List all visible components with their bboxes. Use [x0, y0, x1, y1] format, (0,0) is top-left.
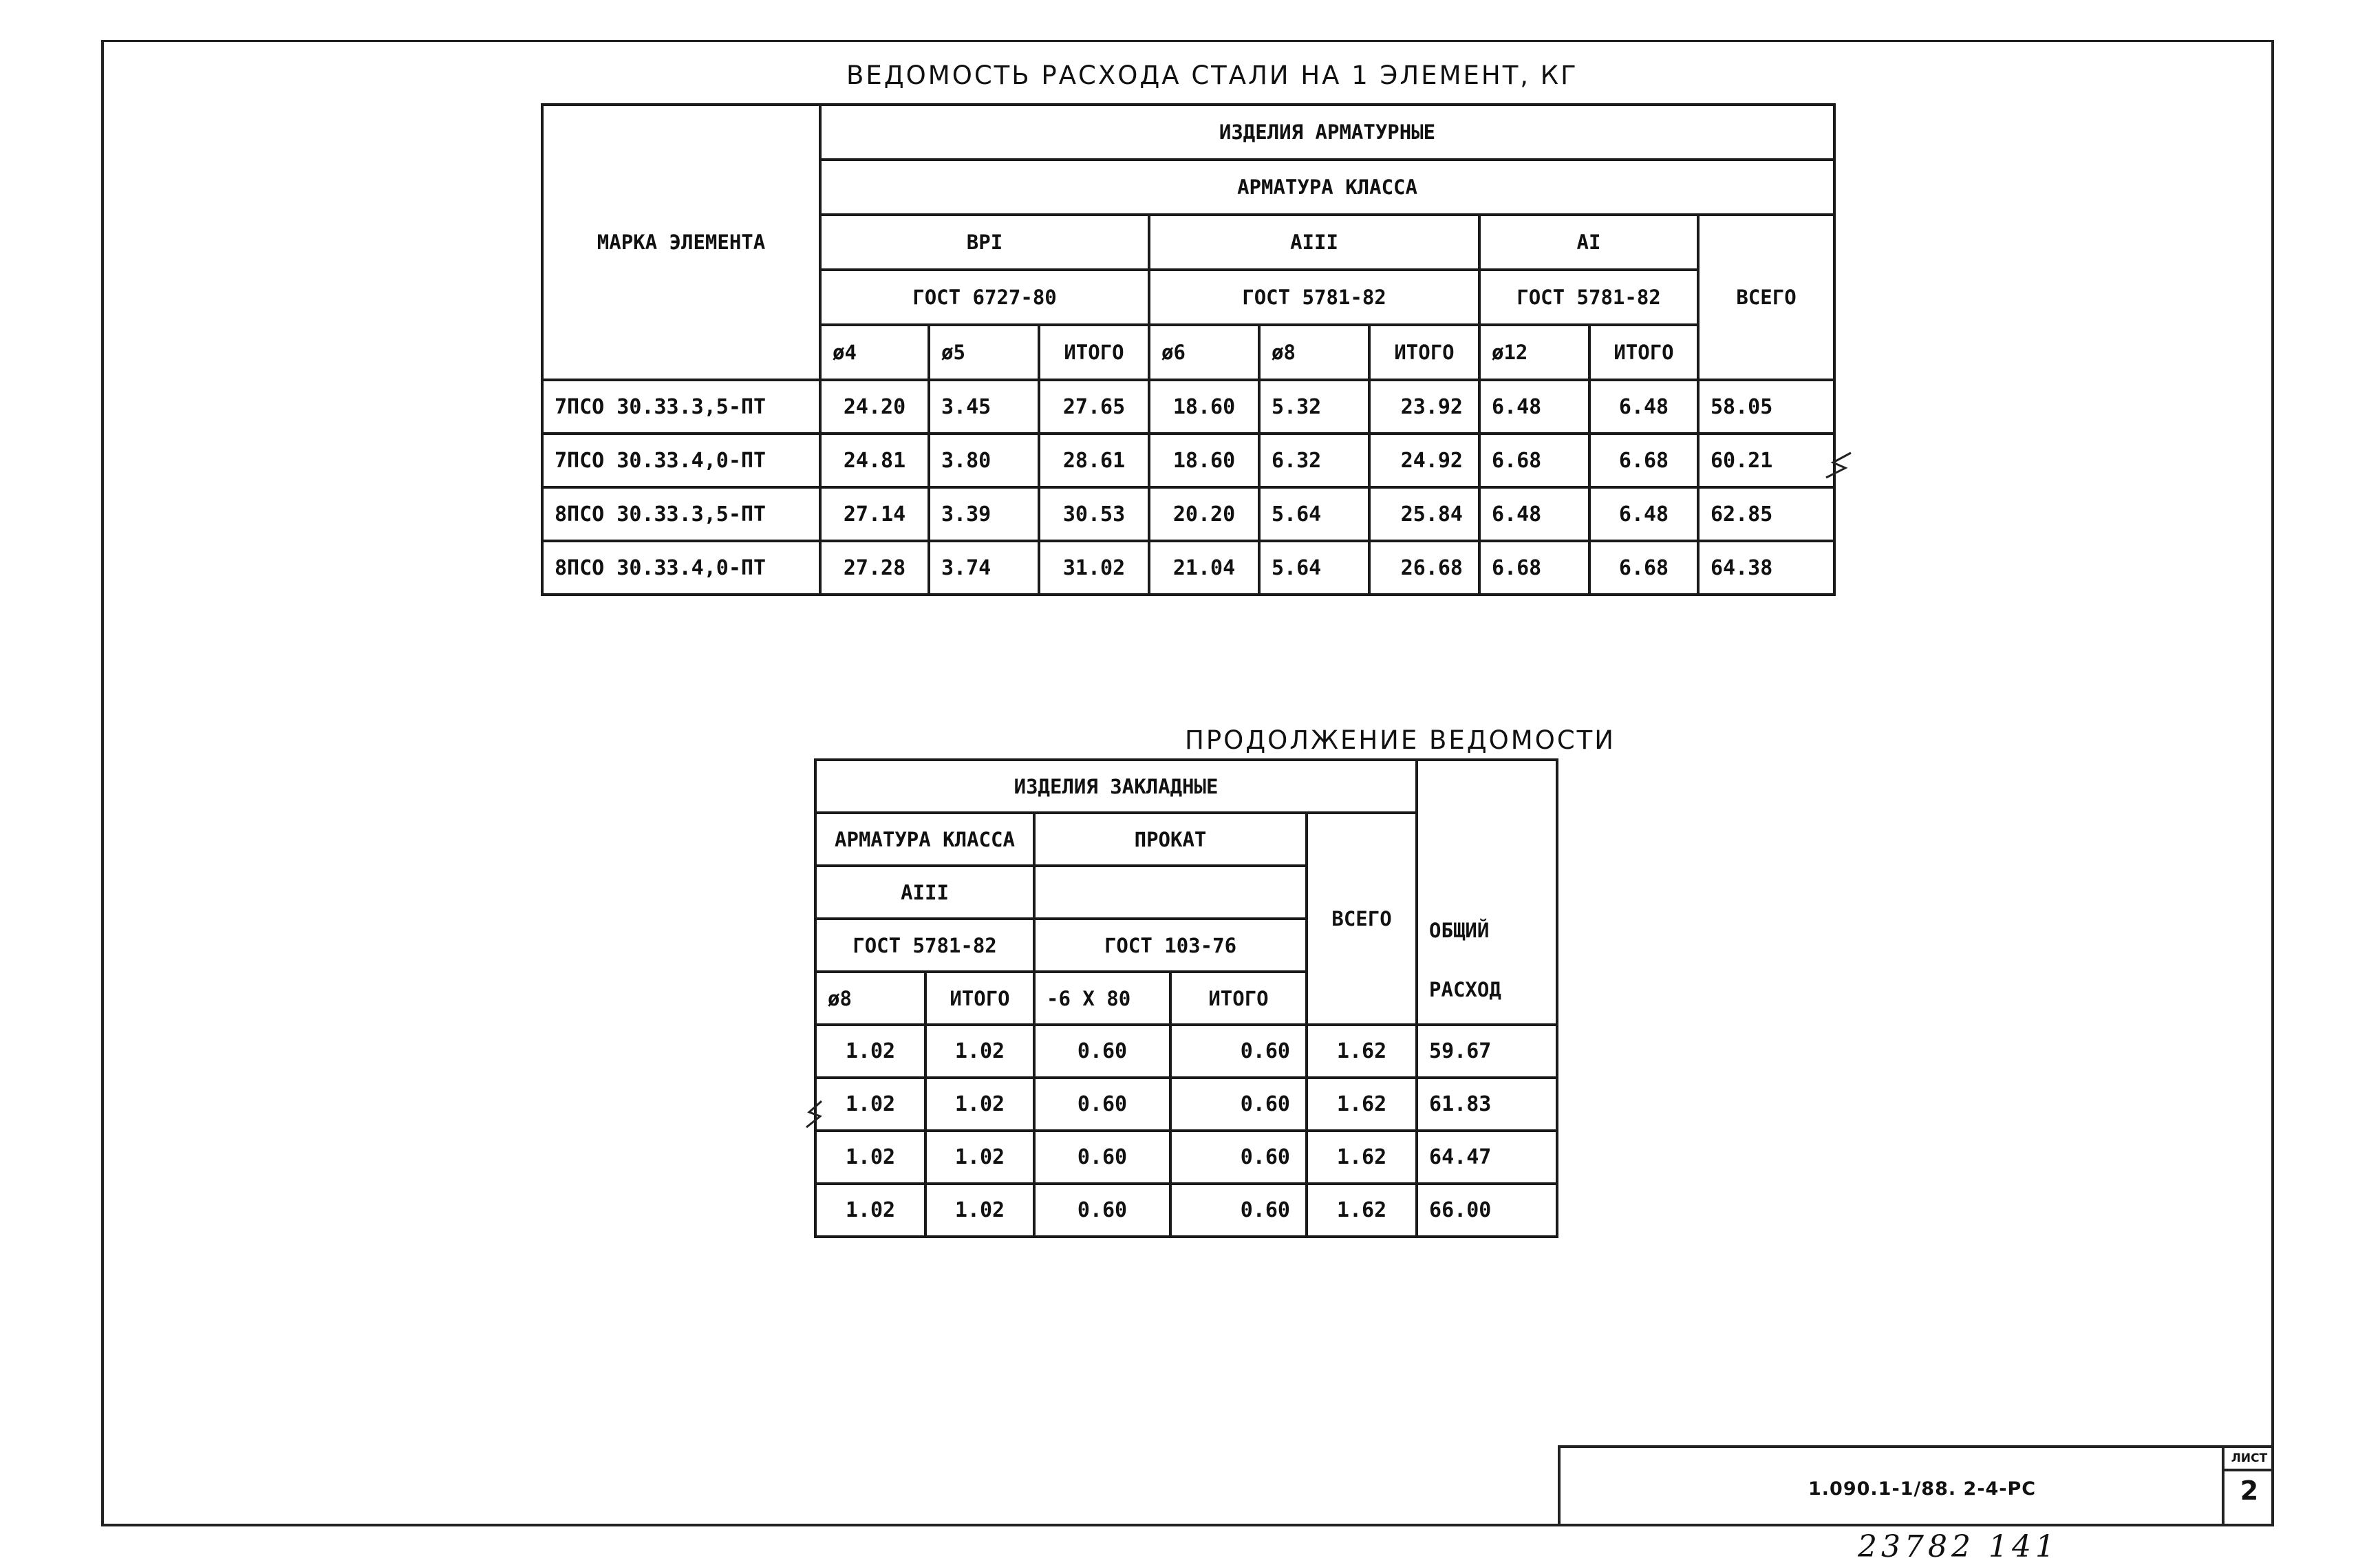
table-cell: 0.60: [1034, 1025, 1170, 1078]
table-cell: 0.60: [1170, 1131, 1307, 1184]
class-name: АIII: [815, 866, 1034, 919]
column-header: ø4: [820, 325, 929, 380]
overall-consumption-header: [1417, 760, 1557, 1025]
total-header: ВСЕГО: [1698, 215, 1834, 380]
table-cell: 0.60: [1170, 1184, 1307, 1237]
continuation-title: ПРОДОЛЖЕНИЕ ВЕДОМОСТИ: [1185, 725, 1616, 755]
class-gost: ГОСТ 5781-82: [815, 919, 1034, 972]
table-cell: 6.68: [1479, 541, 1589, 595]
table-cell: 1.02: [925, 1131, 1034, 1184]
class-gost: ГОСТ 6727-80: [820, 270, 1149, 325]
table-cell: 0.60: [1170, 1025, 1307, 1078]
table-cell: 24.81: [820, 434, 929, 487]
table-cell: 21.04: [1149, 541, 1259, 595]
table-cell: 6.32: [1259, 434, 1369, 487]
column-header: ИТОГО: [1170, 972, 1307, 1025]
table-cell: 3.74: [929, 541, 1039, 595]
table-cell: 6.48: [1589, 487, 1698, 541]
element-mark: 8ПСО 30.33.3,5-ПТ: [542, 487, 820, 541]
mark-header: МАРКА ЭЛЕМЕНТА: [542, 105, 820, 380]
table-cell: 1.02: [925, 1025, 1034, 1078]
table-cell: 6.48: [1479, 487, 1589, 541]
element-mark: 7ПСО 30.33.4,0-ПТ: [542, 434, 820, 487]
table-row: [542, 541, 1834, 595]
table-cell: 1.62: [1307, 1078, 1417, 1131]
steel-consumption-table: [541, 103, 1836, 596]
table-cell: 3.39: [929, 487, 1039, 541]
table-cell: 31.02: [1039, 541, 1149, 595]
class-gost: ГОСТ 5781-82: [1479, 270, 1698, 325]
column-header: ИТОГО: [1589, 325, 1698, 380]
table-cell: 62.85: [1698, 487, 1834, 541]
table-cell: 0.60: [1170, 1078, 1307, 1131]
table-cell: 6.48: [1589, 380, 1698, 434]
total-header: ВСЕГО: [1307, 813, 1417, 1025]
class-name: АIII: [1149, 215, 1479, 270]
table-row: [815, 1184, 1557, 1237]
table-cell: 1.62: [1307, 1184, 1417, 1237]
table-cell: 1.02: [815, 1131, 925, 1184]
table-cell: 0.60: [1034, 1078, 1170, 1131]
class-gost: ГОСТ 5781-82: [1149, 270, 1479, 325]
column-header: ø8: [815, 972, 925, 1025]
break-mark-icon: [798, 1098, 833, 1133]
table-row: [542, 380, 1834, 434]
table-cell: 61.83: [1417, 1078, 1557, 1131]
column-header: ИТОГО: [1039, 325, 1149, 380]
table-cell: 58.05: [1698, 380, 1834, 434]
column-header: ø5: [929, 325, 1039, 380]
column-header: -6 X 80: [1034, 972, 1170, 1025]
sheet-number: 2: [2240, 1476, 2259, 1506]
column-header: ИТОГО: [1369, 325, 1479, 380]
break-mark-icon: [1816, 447, 1858, 482]
table-cell: 23.92: [1369, 380, 1479, 434]
title-block: [1558, 1445, 2274, 1526]
inventory-number: 23782 141: [1858, 1529, 2059, 1564]
table-cell: 6.68: [1479, 434, 1589, 487]
table-row: [542, 434, 1834, 487]
table-cell: 0.60: [1034, 1184, 1170, 1237]
table-cell: 0.60: [1034, 1131, 1170, 1184]
table-cell: 64.38: [1698, 541, 1834, 595]
table-row: [815, 1131, 1557, 1184]
class-name: ВРI: [820, 215, 1149, 270]
class-header: АРМАТУРА КЛАССА: [820, 160, 1834, 215]
table-cell: 5.32: [1259, 380, 1369, 434]
table-cell: 1.02: [815, 1078, 925, 1131]
table-cell: 27.28: [820, 541, 929, 595]
overall-consumption-label: РАСХОД: [1429, 978, 1501, 1001]
table-cell: 5.64: [1259, 541, 1369, 595]
column-header: ø8: [1259, 325, 1369, 380]
table-cell: 59.67: [1417, 1025, 1557, 1078]
overall-consumption-label: ОБЩИЙ: [1429, 919, 1490, 942]
embedded-parts-table: [814, 758, 1558, 1238]
table-cell: 1.02: [815, 1025, 925, 1078]
table-cell: 6.48: [1479, 380, 1589, 434]
rolled-header: ПРОКАТ: [1034, 813, 1307, 866]
element-mark: 8ПСО 30.33.4,0-ПТ: [542, 541, 820, 595]
table-cell: 6.68: [1589, 434, 1698, 487]
table-cell: 30.53: [1039, 487, 1149, 541]
sheet-label: ЛИСТ: [2224, 1448, 2274, 1471]
table-cell: 20.20: [1149, 487, 1259, 541]
table-cell: 64.47: [1417, 1131, 1557, 1184]
sheet-box: [2222, 1448, 2274, 1526]
table-cell: 24.92: [1369, 434, 1479, 487]
table-cell: 3.80: [929, 434, 1039, 487]
table-cell: 6.68: [1589, 541, 1698, 595]
table-cell: 18.60: [1149, 380, 1259, 434]
table-cell: 28.61: [1039, 434, 1149, 487]
table-cell: 3.45: [929, 380, 1039, 434]
column-header: ø6: [1149, 325, 1259, 380]
table-cell: 25.84: [1369, 487, 1479, 541]
table-cell: 1.62: [1307, 1131, 1417, 1184]
element-mark: 7ПСО 30.33.3,5-ПТ: [542, 380, 820, 434]
table-cell: 18.60: [1149, 434, 1259, 487]
class-name: АI: [1479, 215, 1698, 270]
table-row: [815, 1078, 1557, 1131]
empty-cell: [1034, 866, 1307, 919]
reinforcement-products-header: ИЗДЕЛИЯ АРМАТУРНЫЕ: [820, 105, 1834, 160]
embedded-products-header: ИЗДЕЛИЯ ЗАКЛАДНЫЕ: [815, 760, 1417, 813]
table-cell: 1.02: [925, 1184, 1034, 1237]
table-cell: 24.20: [820, 380, 929, 434]
table-cell: 66.00: [1417, 1184, 1557, 1237]
table-cell: 26.68: [1369, 541, 1479, 595]
statement-title: ВЕДОМОСТЬ РАСХОДА СТАЛИ НА 1 ЭЛЕМЕНТ, КГ: [846, 61, 1578, 90]
table-cell: 27.14: [820, 487, 929, 541]
table-row: [815, 1025, 1557, 1078]
class-header: АРМАТУРА КЛАССА: [815, 813, 1034, 866]
table-cell: 5.64: [1259, 487, 1369, 541]
table-cell: 60.21: [1698, 434, 1834, 487]
table-cell: 1.02: [925, 1078, 1034, 1131]
document-code: 1.090.1-1/88. 2-4-РС: [1808, 1478, 2037, 1500]
rolled-gost: ГОСТ 103-76: [1034, 919, 1307, 972]
table-cell: 27.65: [1039, 380, 1149, 434]
column-header: ø12: [1479, 325, 1589, 380]
table-cell: 1.62: [1307, 1025, 1417, 1078]
table-row: [542, 487, 1834, 541]
column-header: ИТОГО: [925, 972, 1034, 1025]
table-cell: 1.02: [815, 1184, 925, 1237]
